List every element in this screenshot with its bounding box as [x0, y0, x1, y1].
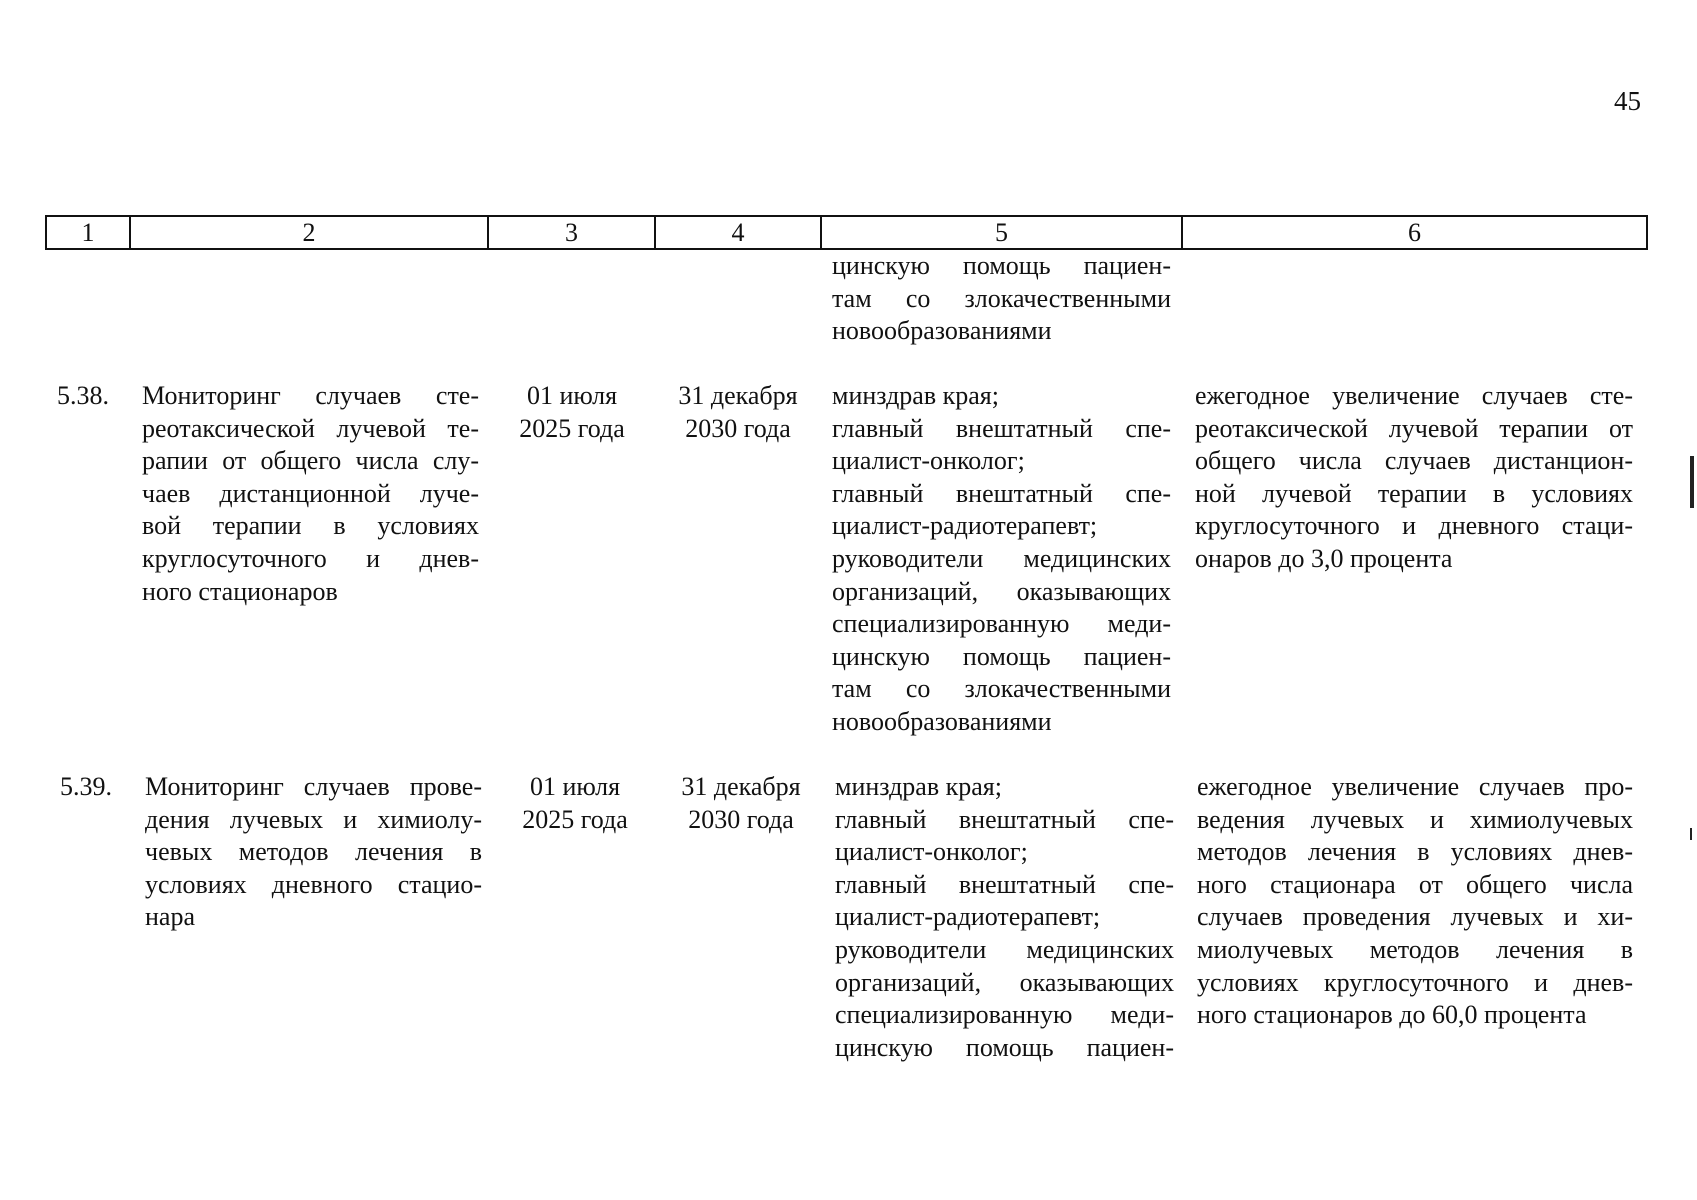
text-line: там со злокачественными: [832, 283, 1171, 313]
text-line: организаций, оказывающих: [832, 576, 1171, 606]
event-description: [142, 380, 479, 608]
row-number: 5.38.: [57, 381, 109, 410]
text-line: 01 июля: [529, 772, 621, 801]
text-line: чаев дистанционной луче-: [142, 478, 479, 508]
text-line: новообразованиями: [832, 706, 1052, 736]
responsible-parties: [832, 380, 1171, 739]
text-line: ного стационара от общего числа: [1197, 869, 1633, 899]
text-line: условиях круглосуточного и днев-: [1197, 967, 1633, 997]
text-line: руководители медицинских: [832, 543, 1171, 573]
column-header-row: [46, 216, 1647, 249]
text-line: круглосуточного и днев-: [142, 543, 479, 573]
text-line: главный внештатный спе-: [832, 413, 1171, 443]
text-line: условиях дневного стацио-: [145, 869, 482, 899]
text-line: новообразованиями: [832, 316, 1052, 346]
text-line: 2025 года: [522, 804, 628, 834]
text-line: дения лучевых и химиолу-: [145, 804, 482, 834]
expected-result: [1197, 771, 1633, 1032]
column-header-1: 1: [46, 216, 130, 249]
scan-edge-mark: [1690, 828, 1692, 840]
continuation-responsible: [832, 250, 1171, 348]
text-line: минздрав края;: [832, 381, 999, 410]
text-line: нара: [145, 902, 195, 932]
text-line: 31 декабря: [681, 772, 801, 801]
text-line: Мониторинг случаев прове-: [145, 772, 482, 801]
text-line: 2030 года: [688, 804, 794, 834]
text-line: чевых методов лечения в: [145, 837, 482, 867]
text-line: ного стационаров до 60,0 процента: [1197, 1000, 1587, 1030]
text-line: общего числа случаев дистанцион-: [1195, 446, 1633, 476]
text-line: 2030 года: [685, 413, 791, 443]
column-header-table: [45, 215, 1648, 250]
text-line: главный внештатный спе-: [835, 804, 1174, 834]
text-line: циалист-онколог;: [835, 837, 1028, 867]
expected-result: [1195, 380, 1633, 576]
text-line: главный внештатный спе-: [832, 478, 1171, 508]
start-date: [505, 771, 645, 836]
column-header-6: 6: [1182, 216, 1647, 249]
text-line: организаций, оказывающих: [835, 967, 1174, 997]
text-line: специализированную меди-: [832, 609, 1171, 639]
text-line: руководители медицинских: [835, 934, 1174, 964]
scan-edge-mark: [1690, 456, 1694, 508]
text-line: там со злокачественными: [832, 674, 1171, 704]
text-line: круглосуточного и дневного стаци-: [1195, 511, 1633, 541]
event-description: [145, 771, 482, 934]
end-date: [666, 771, 816, 836]
column-header-4: 4: [655, 216, 821, 249]
text-line: цинскую помощь пациен-: [835, 1032, 1174, 1062]
column-header-5: 5: [821, 216, 1182, 249]
text-line: вой терапии в условиях: [142, 511, 479, 541]
page-number: 45: [1614, 86, 1641, 116]
text-line: 2025 года: [519, 413, 625, 443]
text-line: миолучевых методов лечения в: [1197, 934, 1633, 964]
text-line: реотаксической лучевой терапии от: [1195, 413, 1633, 443]
text-line: реотаксической лучевой те-: [142, 413, 479, 443]
text-line: ежегодное увеличение случаев сте-: [1195, 381, 1633, 410]
responsible-parties: [835, 771, 1174, 1064]
text-line: цинскую помощь пациен-: [832, 251, 1171, 280]
text-line: методов лечения в условиях днев-: [1197, 837, 1633, 867]
column-header-3: 3: [488, 216, 655, 249]
text-line: ной лучевой терапии в условиях: [1195, 478, 1633, 508]
text-line: 01 июля: [526, 381, 618, 410]
text-line: специализированную меди-: [835, 1000, 1174, 1030]
text-line: 31 декабря: [678, 381, 798, 410]
text-line: случаев проведения лучевых и хи-: [1197, 902, 1633, 932]
start-date: [502, 380, 642, 445]
text-line: минздрав края;: [835, 772, 1002, 801]
text-line: Мониторинг случаев сте-: [142, 381, 479, 410]
row-number: 5.39.: [60, 772, 112, 801]
text-line: онаров до 3,0 процента: [1195, 543, 1453, 573]
text-line: цинскую помощь пациен-: [832, 641, 1171, 671]
text-line: ведения лучевых и химиолучевых: [1197, 804, 1633, 834]
end-date: [663, 380, 813, 445]
text-line: ного стационаров: [142, 576, 338, 606]
text-line: циалист-радиотерапевт;: [835, 902, 1101, 932]
text-line: ежегодное увеличение случаев про-: [1197, 772, 1633, 801]
text-line: циалист-радиотерапевт;: [832, 511, 1098, 541]
column-header-2: 2: [130, 216, 488, 249]
text-line: рапии от общего числа слу-: [142, 446, 479, 476]
text-line: циалист-онколог;: [832, 446, 1025, 476]
text-line: главный внештатный спе-: [835, 869, 1174, 899]
